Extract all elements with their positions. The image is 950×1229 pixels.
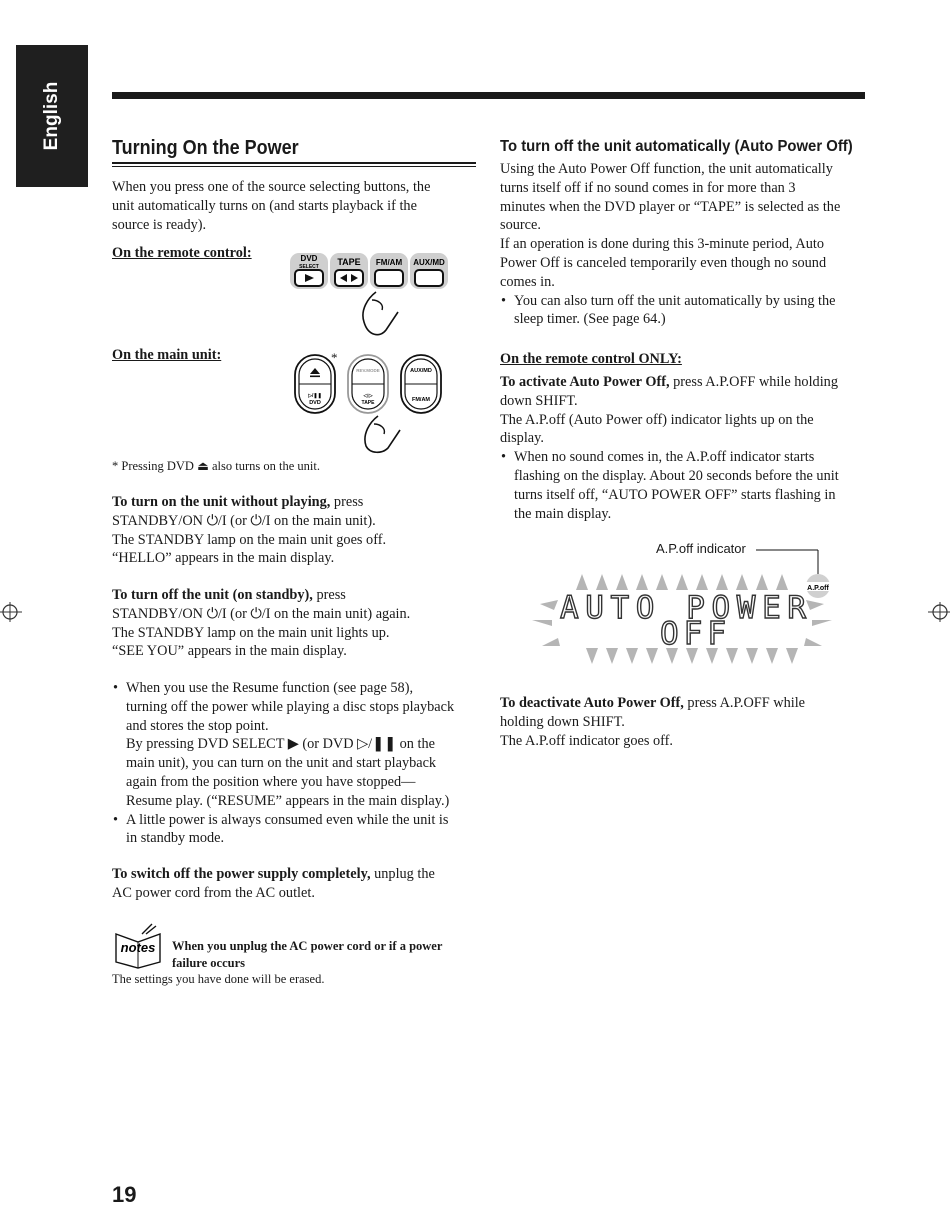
- main-label-tape: TAPE: [361, 400, 375, 406]
- top-rule: [112, 92, 865, 99]
- page-number: 19: [112, 1182, 137, 1207]
- remote-label-dvd: DVD: [300, 254, 318, 263]
- auto-power-off-display-illustration: [530, 548, 840, 670]
- list-item: • When you use the Resume function (see page 58), turning off the power while playing a disc stops playback and stores the stop point. By pressing DVD SELECT ▶ (or DVD ▷/❚❚ on the main unit), you can turn on the unit and start playback again from the position where you have stopped— Resume play. (“RESUME” appears in the main display.): [112, 679, 482, 811]
- list-item: • A little power is always consumed even while the unit is in standby mode.: [112, 811, 482, 849]
- list-item: • When no sound comes in, the A.P.off indicator starts flashing on the display. About 20 seconds before the unit turns itself off, “AUTO POWER OFF” starts flashing in the main display.: [500, 448, 870, 523]
- main-label-dvd: DVD: [309, 400, 321, 406]
- notes-icon: [112, 922, 168, 970]
- section-title: Turning On the Power: [112, 137, 299, 159]
- remote-label-fmam: FM/AM: [375, 258, 403, 267]
- auto-power-off-paragraph: Using the Auto Power Off function, the unit automatically turns itself off if no sound comes in for more than 3 minutes when the DVD player or “TAPE” is selected as the source. If an operation is done during this 3-minute period, Auto Power Off is canceled temporarily even though no sound comes in. • You can also turn off the unit automatically by using the sleep timer. (See page 64.): [500, 160, 870, 329]
- title-rule: [112, 162, 476, 164]
- footnote: * Pressing DVD ⏏ also turns on the unit.: [112, 459, 320, 473]
- intro-paragraph: When you press one of the source selecting buttons, the unit automatically turns on (and starts playback if the source is ready).: [112, 179, 431, 233]
- notes-icon-label: notes: [120, 940, 156, 955]
- registration-mark-right-icon: [928, 600, 950, 624]
- switch-off-paragraph: To switch off the power supply completely, unplug the AC power cord from the AC outlet.: [112, 866, 435, 901]
- main-label-auxmd: AUX/MD: [410, 368, 432, 374]
- remote-only-label: On the remote control ONLY:: [500, 351, 682, 367]
- list-item: • You can also turn off the unit automatically by using the sleep timer. (See page 64.): [500, 292, 870, 330]
- main-label-revmode: REV.MODE: [356, 368, 380, 373]
- deactivate-paragraph: To deactivate Auto Power Off, press A.P.OFF while holding down SHIFT. The A.P.off indicator goes off.: [500, 695, 806, 749]
- standby-off-paragraph: To turn on the unit without playing, press STANDBY/ON ⏻/I (or ⏻/I on the main unit). The STANDBY lamp on the main unit goes off. “HELLO” appears in the main display.: [112, 494, 387, 567]
- activate-paragraph: To activate Auto Power Off, press A.P.OFF while holding down SHIFT. The A.P.off (Auto Power off) indicator lights up on the display. • When no sound comes in, the A.P.off indicator starts flashing on the display. About 20 seconds before the unit turns itself off, “AUTO POWER OFF” starts flashing in the main display.: [500, 373, 870, 523]
- svg-text:▷/❚❚: ▷/❚❚: [308, 393, 322, 399]
- lcd-line-1: AUTO POWER: [560, 590, 806, 626]
- language-tab: [16, 45, 88, 187]
- notes-bullet-list: [112, 679, 482, 848]
- svg-text:◁ ▷: ◁ ▷: [363, 393, 373, 399]
- remote-buttons-illustration: [288, 250, 450, 342]
- asterisk-mark: *: [331, 350, 338, 365]
- language-tab-label: English: [41, 81, 62, 151]
- registration-mark-left-icon: [0, 600, 22, 624]
- notes-text: The settings you have done will be erased.: [112, 972, 325, 986]
- remote-control-label: On the remote control:: [112, 245, 252, 261]
- main-unit-label: On the main unit:: [112, 347, 222, 363]
- lcd-line-2: OFF: [660, 616, 726, 652]
- remote-label-select: SELECT: [299, 264, 319, 270]
- main-label-fmam: FM/AM: [411, 397, 431, 403]
- auto-power-off-title: To turn off the unit automatically (Auto Power Off): [500, 138, 853, 155]
- remote-label-tape: TAPE: [337, 257, 361, 267]
- main-unit-buttons-illustration: [290, 350, 450, 454]
- ap-off-badge: A.P.off: [807, 585, 829, 592]
- indicator-callout-label: A.P.off indicator: [656, 541, 746, 556]
- remote-label-auxmd: AUX/MD: [413, 258, 445, 267]
- title-rule-thin: [112, 166, 476, 167]
- standby-on-paragraph: To turn off the unit (on standby), press STANDBY/ON ⏻/I (or ⏻/I on the main unit) again. The STANDBY lamp on the main unit lights up. “SEE YOU” appears in the main display.: [112, 587, 411, 660]
- notes-title: When you unplug the AC power cord or if a power failure occurs: [172, 939, 443, 970]
